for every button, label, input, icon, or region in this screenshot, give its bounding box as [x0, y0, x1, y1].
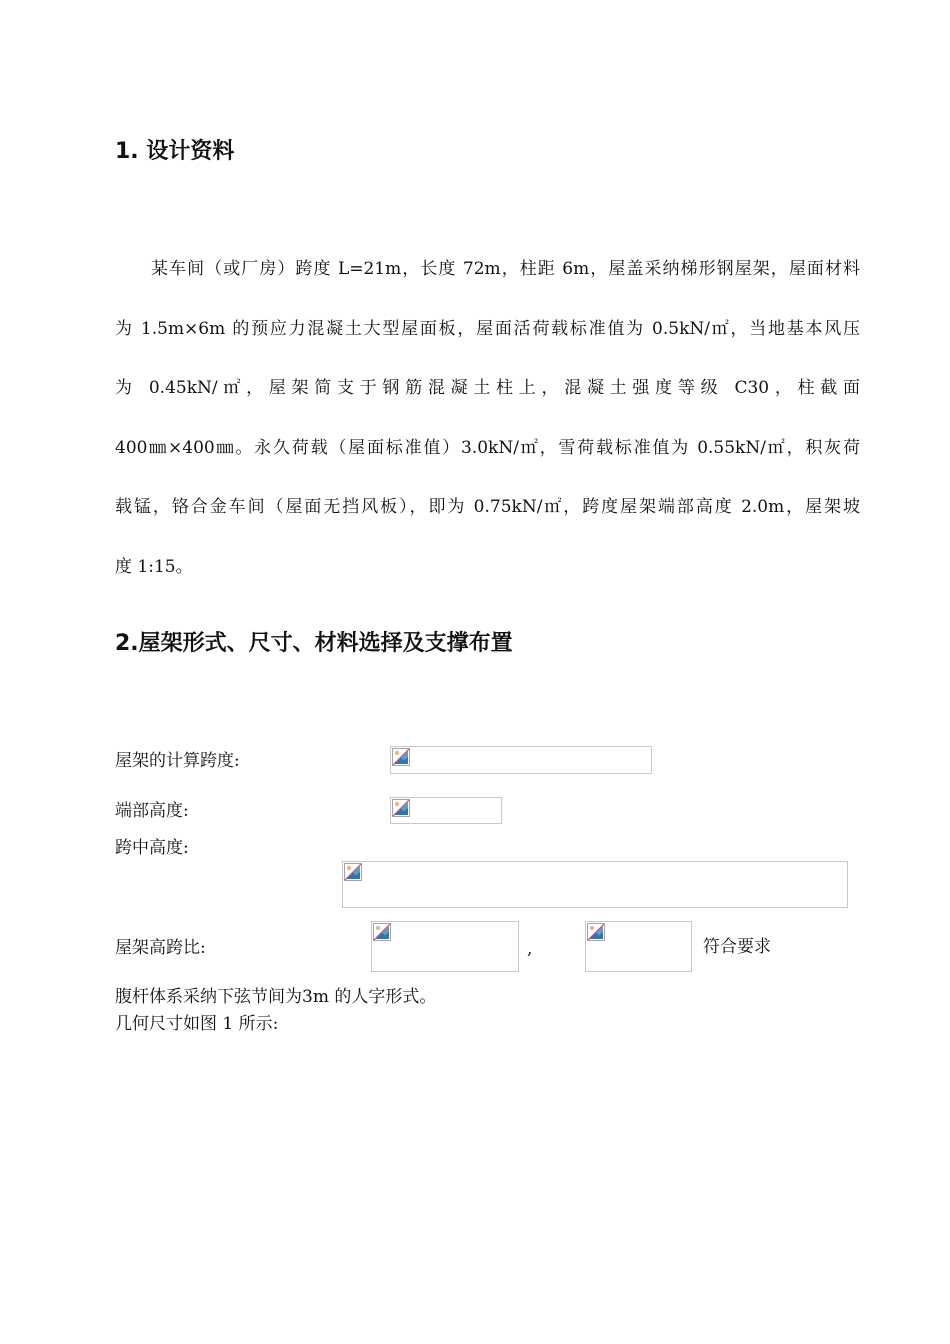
formula-image-ratio-range [585, 921, 692, 972]
formula-image-ratio-value [371, 921, 519, 972]
broken-image-icon [392, 748, 410, 766]
paragraph-line: 为 0.45kN/㎡，屋架简支于钢筋混凝土柱上，混凝土强度等级 C30，柱截面 [115, 378, 860, 398]
paragraph-line: 400㎜×400㎜。永久荷载（屋面标准值）3.0kN/㎡，雪荷载标准值为 0.55kN/㎡，积灰荷 [115, 437, 860, 458]
label-end-height: 端部高度: [115, 801, 189, 821]
formula-image-calc-span [390, 746, 652, 774]
section-heading-design-data: 1. 设计资料 [115, 139, 235, 164]
label-height-span-ratio: 屋架高跨比: [115, 938, 206, 958]
label-calc-span: 屋架的计算跨度: [115, 751, 240, 771]
broken-image-icon [344, 863, 362, 881]
paragraph-line: 载锰，铬合金车间（屋面无挡风板），即为 0.75kN/㎡，跨度屋架端部高度 2.0m，屋架坡 [115, 497, 860, 517]
section-heading-truss-form: 2.屋架形式、尺寸、材料选择及支撑布置 [115, 631, 513, 656]
design-data-paragraph [115, 240, 860, 597]
formula-image-end-height [390, 797, 502, 824]
paragraph-line: 某车间（或厂房）跨度 L=21m，长度 72m，柱距 6m，屋盖采纳梯形钢屋架，屋面材料 [151, 259, 860, 279]
broken-image-icon [373, 923, 391, 941]
broken-image-icon [587, 923, 605, 941]
formula-image-mid-height [342, 861, 848, 908]
paragraph-line: 度 1:15。 [115, 556, 193, 577]
paragraph-line: 为 1.5m×6m 的预应力混凝土大型屋面板，屋面活荷载标准值为 0.5kN/㎡，当地基本风压 [115, 318, 860, 339]
web-system-text: 腹杆体系采纳下弦节间为3m 的人字形式。 [115, 987, 437, 1007]
conform-text: 符合要求 [703, 937, 771, 957]
label-mid-height: 跨中高度: [115, 838, 189, 858]
comma-separator: , [527, 939, 533, 959]
broken-image-icon [392, 799, 410, 817]
geometry-text: 几何尺寸如图 1 所示: [115, 1014, 279, 1034]
